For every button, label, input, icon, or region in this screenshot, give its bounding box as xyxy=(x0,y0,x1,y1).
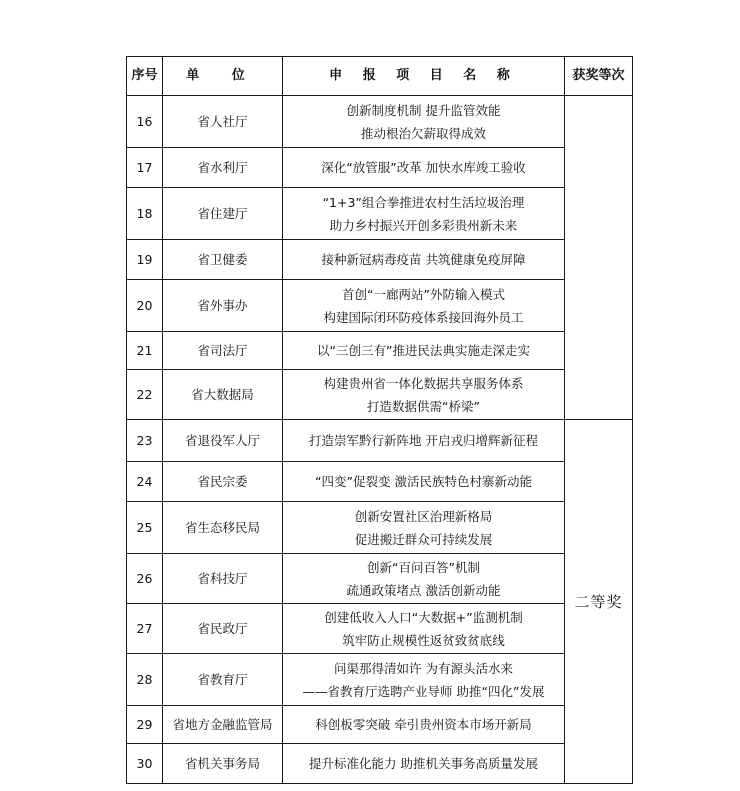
table-body xyxy=(127,96,633,784)
row-number: 24 xyxy=(127,462,163,502)
row-project xyxy=(283,370,565,420)
row-unit: 省生态移民局 xyxy=(163,502,283,554)
row-number: 17 xyxy=(127,148,163,188)
row-unit: 省民政厅 xyxy=(163,604,283,654)
project-line: 推动根治欠薪取得成效 xyxy=(360,125,486,141)
project-line: 深化“放管服”改革 加快水库竣工验收 xyxy=(321,160,526,175)
row-unit: 省外事办 xyxy=(163,280,283,332)
table-row xyxy=(127,706,633,744)
project-line: “1+3”组合拳推进农村生活垃圾治理 xyxy=(322,194,525,210)
row-number: 29 xyxy=(127,706,163,744)
row-number: 21 xyxy=(127,332,163,370)
project-line: 助力乡村振兴开创多彩贵州新未来 xyxy=(329,217,518,233)
award-table xyxy=(126,56,633,784)
row-unit: 省卫健委 xyxy=(163,240,283,280)
row-number: 27 xyxy=(127,604,163,654)
row-unit: 省民宗委 xyxy=(163,462,283,502)
row-unit: 省大数据局 xyxy=(163,370,283,420)
award-cell-first-group xyxy=(565,96,633,420)
header-award: 获奖等次 xyxy=(565,57,633,96)
row-number: 16 xyxy=(127,96,163,148)
header-project: 申 报 项 目 名 称 xyxy=(283,57,565,96)
row-number: 26 xyxy=(127,554,163,604)
row-number: 20 xyxy=(127,280,163,332)
row-number: 23 xyxy=(127,420,163,462)
project-line: 以“三创三有”推进民法典实施走深走实 xyxy=(317,343,530,358)
project-line: 首创“一廊两站”外防输入模式 xyxy=(342,286,505,302)
row-project xyxy=(283,554,565,604)
row-project xyxy=(283,420,565,462)
table-row xyxy=(127,744,633,784)
table-row xyxy=(127,462,633,502)
row-unit: 省住建厅 xyxy=(163,188,283,240)
table-row xyxy=(127,240,633,280)
award-level: 二等奖 xyxy=(565,420,633,784)
project-line: 提升标准化能力 助推机关事务高质量发展 xyxy=(309,756,538,771)
project-line: ——省教育厅选聘产业导师 助推“四化”发展 xyxy=(302,683,545,699)
table-row xyxy=(127,604,633,654)
row-project xyxy=(283,604,565,654)
row-unit: 省人社厅 xyxy=(163,96,283,148)
header-unit: 单 位 xyxy=(163,57,283,96)
table-row xyxy=(127,420,633,462)
table-header xyxy=(127,57,633,96)
project-line: 创新“百问百答”机制 xyxy=(367,559,480,575)
row-project xyxy=(283,744,565,784)
project-line: 创新安置社区治理新格局 xyxy=(354,508,493,524)
row-unit: 省退役军人厅 xyxy=(163,420,283,462)
project-line: 构建贵州省一体化数据共享服务体系 xyxy=(323,375,524,391)
row-number: 28 xyxy=(127,654,163,706)
project-line: 科创板零突破 牵引贵州资本市场开新局 xyxy=(315,717,532,732)
table-row xyxy=(127,188,633,240)
table-row xyxy=(127,148,633,188)
row-project xyxy=(283,654,565,706)
project-line: 创新制度机制 提升监管效能 xyxy=(346,102,501,118)
row-unit: 省司法厅 xyxy=(163,332,283,370)
project-line: “四变”促裂变 激活民族特色村寨新动能 xyxy=(315,474,532,489)
row-number: 18 xyxy=(127,188,163,240)
row-number: 22 xyxy=(127,370,163,420)
row-project xyxy=(283,188,565,240)
row-unit: 省教育厅 xyxy=(163,654,283,706)
row-number: 19 xyxy=(127,240,163,280)
project-line: 打造数据供需“桥梁” xyxy=(367,398,480,414)
table-row xyxy=(127,502,633,554)
row-project xyxy=(283,280,565,332)
project-line: 筑牢防止规模性返贫致贫底线 xyxy=(342,632,505,648)
project-line: 创建低收入人口“大数据+”监测机制 xyxy=(324,609,523,625)
table-row xyxy=(127,554,633,604)
table-row xyxy=(127,370,633,420)
row-project xyxy=(283,502,565,554)
project-line: 疏通政策堵点 激活创新动能 xyxy=(346,582,501,598)
row-project xyxy=(283,240,565,280)
header-row xyxy=(127,57,633,96)
table-row xyxy=(127,280,633,332)
row-unit: 省水利厅 xyxy=(163,148,283,188)
row-unit: 省科技厅 xyxy=(163,554,283,604)
table-row xyxy=(127,96,633,148)
project-line: 促进搬迁群众可持续发展 xyxy=(354,531,493,547)
project-line: 问渠那得清如许 为有源头活水来 xyxy=(334,660,513,676)
table-row xyxy=(127,332,633,370)
row-project xyxy=(283,462,565,502)
row-project xyxy=(283,332,565,370)
project-line: 构建国际闭环防疫体系接回海外员工 xyxy=(323,309,524,325)
row-project xyxy=(283,148,565,188)
row-unit: 省机关事务局 xyxy=(163,744,283,784)
project-line: 打造崇军黔行新阵地 开启戎归增辉新征程 xyxy=(309,433,538,448)
row-number: 25 xyxy=(127,502,163,554)
project-line: 接种新冠病毒疫苗 共筑健康免疫屏障 xyxy=(321,252,526,267)
table-row xyxy=(127,654,633,706)
row-project xyxy=(283,96,565,148)
row-number: 30 xyxy=(127,744,163,784)
header-index: 序号 xyxy=(127,57,163,96)
row-unit: 省地方金融监管局 xyxy=(163,706,283,744)
row-project xyxy=(283,706,565,744)
